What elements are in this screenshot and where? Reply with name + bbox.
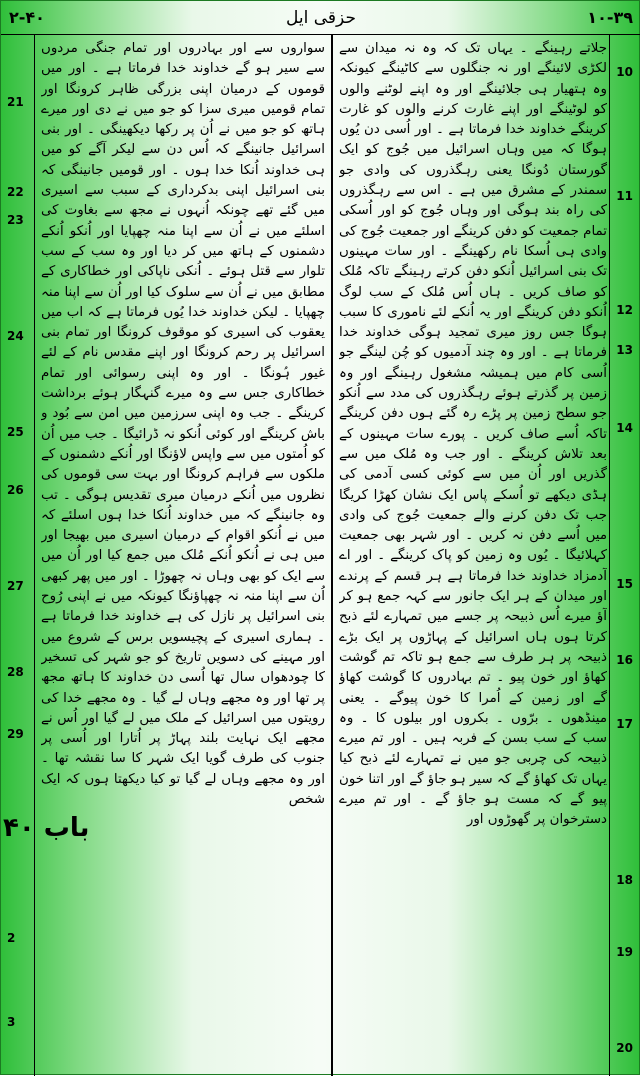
column-divider — [331, 35, 333, 1076]
verse-number: 23 — [7, 213, 24, 227]
right-text-column — [339, 39, 607, 1071]
verse-number: 13 — [616, 343, 633, 357]
verse-number: 12 — [616, 303, 633, 317]
right-column-text: جلاتے رہینگے ۔ یہاں تک کہ وہ نہ میدان سے لکڑی لائینگے اور نہ جنگلوں سے کاٹینگے کیونکہ وہ ہتھیار ہی جلائینگے اور وہ اپنے لوٹنے والوں کو لوٹینگے اور اپنے غارت کرنے والوں کو غارت کرینگے خداوند خدا فرماتا ہے ۔ اور اُسی دن یُوں ہوگا کہ میں وہاں اسرائیل میں جُوج کو ایک گورستان دُونگا یعنی رہگذروں کی وادی جو سمندر کے مشرق میں ہے ۔ اس سے رہگذروں کی راہ بند ہوگی اور وہاں جُوج کو اور اُسکی تمام جمعیت کو دفن کرینگے اور جمعیت جُوج کی وادی ہی اُسکا نام رکھینگے ۔ اور سات مہینوں تک بنی اسرائیل اُنکو دفن کرتے رہینگے تاکہ مُلک کو صاف کریں ۔ ہاں اُس مُلک کے سب لوگ اُنکو دفن کرینگے اور یہ اُنکے لئے ناموری کا سبب ہوگا جس روز میری تمجید ہوگی خداوند خدا فرماتا ہے ۔ اور وہ چند آدمیوں کو چُن لینگے جو اُسی کام میں ہمیشہ مشغول رہینگے اور وہ زمین پر گذرتے ہوئے رہگذروں کی مدد سے اُنکو جو سطح زمین پر پڑے رہ گئے ہوں دفن کرینگے تاکہ اُسے صاف کریں ۔ پورے سات مہینوں کے بعد تلاش کرینگے ۔ اور جب وہ مُلک میں سے گذریں اور اُن میں سے کوئی کسی آدمی کی ہڈی دیکھے تو اُسکے پاس ایک نشان کھڑا کریگا جب تک دفن کرنے والے جمعیت جُوج کی وادی میں اُسے دفن نہ کریں ۔ اور شہر بھی جمعیت کہلائیگا ۔ یُوں وہ زمین کو پاک کرینگے ۔ اور اے آدمزاد خداوند خدا فرماتا ہے ہر قسم کے پرندے اور میدان کے ہر ایک جانور سے کہہ جمع ہو کر آؤ میرے اُس ذبیحہ پر جسے میں تمہارے لئے ذبح کرتا ہوں ہاں اسرائیل کے پہاڑوں پر ایک بڑے ذبیحہ پر ہر طرف سے جمع ہو تاکہ تم گوشت کھاؤ اور خون پیو ۔ تم بہادروں کا گوشت کھاؤ گے اور زمین کے اُمرا کا خون پیوگے ۔ یعنی مینڈھوں ۔ برّوں ۔ بکروں اور بیلوں کا ۔ وہ سب کے سب بسن کے فربہ ہیں ۔ اور تم میرے ذبیحہ کی چربی جو میں نے تمہارے لئے ذبح کیا یہاں تک کھاؤ گے کہ سیر ہو جاؤ گے اور اتنا خون پیو گے کہ مست ہو جاؤ گے ۔ اور تم میرے دسترخوان پر گھوڑوں اور — [339, 41, 607, 828]
verse-number: 16 — [616, 653, 633, 667]
verse-number: 10 — [616, 65, 633, 79]
left-column-text: سواروں سے اور بہادروں اور تمام جنگی مردوں سے سیر ہو گے خداوند خدا فرماتا ہے ۔ اور میں قوموں کے درمیان اپنی بزرگی ظاہر کرونگا اور تمام قومیں میری سزا کو جو میں نے دی اور میرے ہاتھ کو جو میں نے اُن پر رکھا دیکھینگی ۔ اور بنی اسرائیل جانینگے کہ اُس دن سے لیکر آگے کو میں ہی خداوند اُنکا خدا ہوں ۔ اور قومیں جانینگی کہ بنی اسرائیل اپنی بدکرداری کے سبب سے اسیری میں گئے تھے چونکہ اُنہوں نے مجھ سے بغاوت کی اسلئے میں نے اُن سے اپنا منہ چھپایا اور اُنکو اُنکے دشمنوں کے ہاتھ میں کر دیا اور وہ سب کے سب تلوار سے قتل ہوئے ۔ اُنکی ناپاکی اور خطاکاری کے مطابق میں نے اُن سے سلوک کیا اور اُن سے اپنا منہ چھپایا ۔ لیکن خداوند خدا یُوں فرماتا ہے کہ اب میں یعقوب کی اسیری کو موقوف کرونگا اور تمام بنی اسرائیل پر رحم کرونگا اور اپنے مقدس نام کے لئے غیور ہُونگا ۔ اور وہ اپنی رسوائی اور تمام خطاکاری جس سے وہ میرے گنہگار ہوئے برداشت کرینگے ۔ جب وہ اپنی سرزمین میں امن سے بُود و باش کرینگے اور کوئی اُنکو نہ ڈرائیگا ۔ جب میں اُن کو اُمتوں میں سے واپس لاؤنگا اور اُنکے دشمنوں کے ملکوں سے فراہم کرونگا اور بہت سی قوموں کی نظروں میں اُنکے درمیان میری تقدیس ہوگی ۔ تب وہ جانینگے کہ میں خداوند اُنکا خدا ہوں اسلئے کہ میں نے اُنکو اقوام کے درمیان اسیری میں بھیجا اور میں ہی نے اُنکو اُنکے مُلک میں جمع کیا اور اُن میں سے ایک کو بھی وہاں نہ چھوڑا ۔ اور میں پھر کبھی اُن سے اپنا منہ نہ چھپاؤنگا کیونکہ میں نے اپنی رُوح بنی اسرائیل پر نازل کی ہے خداوند خدا فرماتا ہے ۔ ہماری اسیری کے پچیسویں برس کے شروع میں اور مہینے کی دسویں تاریخ کو جو شہر کی تسخیر کا چودھواں سال تھا اُسی دن خداوند کا ہاتھ مجھ پر تھا اور وہ مجھے وہاں لے گیا ۔ وہ مجھے خدا کی رویتوں میں اسرائیل کے ملک میں لے گیا اور اُس نے مجھے ایک نہایت بلند پہاڑ پر اُتارا اور اُسی پر جنوب کی طرف گویا ایک شہر کا سا نقشہ تھا ۔ اور وہ مجھے وہاں لے گیا تو کیا دیکھتا ہوں کہ ایک شخص — [41, 41, 325, 807]
verse-number: 19 — [616, 945, 633, 959]
verse-number: 3 — [7, 1015, 16, 1029]
left-text-column — [41, 39, 325, 1071]
right-reference: ۱۰-۳۹ — [587, 8, 633, 27]
page-header — [1, 1, 640, 35]
verse-number: 27 — [7, 579, 24, 593]
verse-number: 29 — [7, 727, 24, 741]
verse-number: 26 — [7, 483, 24, 497]
verse-number: 2 — [7, 931, 16, 945]
verse-number: 24 — [7, 329, 24, 343]
verse-number: 21 — [7, 95, 24, 109]
verse-number: 20 — [616, 1041, 633, 1055]
verse-number: 25 — [7, 425, 24, 439]
chapter-marker: ۴۰ باب — [3, 813, 90, 843]
verse-number: 14 — [616, 421, 633, 435]
verse-number: 15 — [616, 577, 633, 591]
verse-number: 28 — [7, 665, 24, 679]
book-title: حزقی ایل — [286, 8, 356, 28]
verse-number: 18 — [616, 873, 633, 887]
verse-number: 17 — [616, 717, 633, 731]
verse-number: 22 — [7, 185, 24, 199]
left-reference: ۲-۴۰ — [9, 8, 45, 27]
verse-number: 11 — [616, 189, 633, 203]
